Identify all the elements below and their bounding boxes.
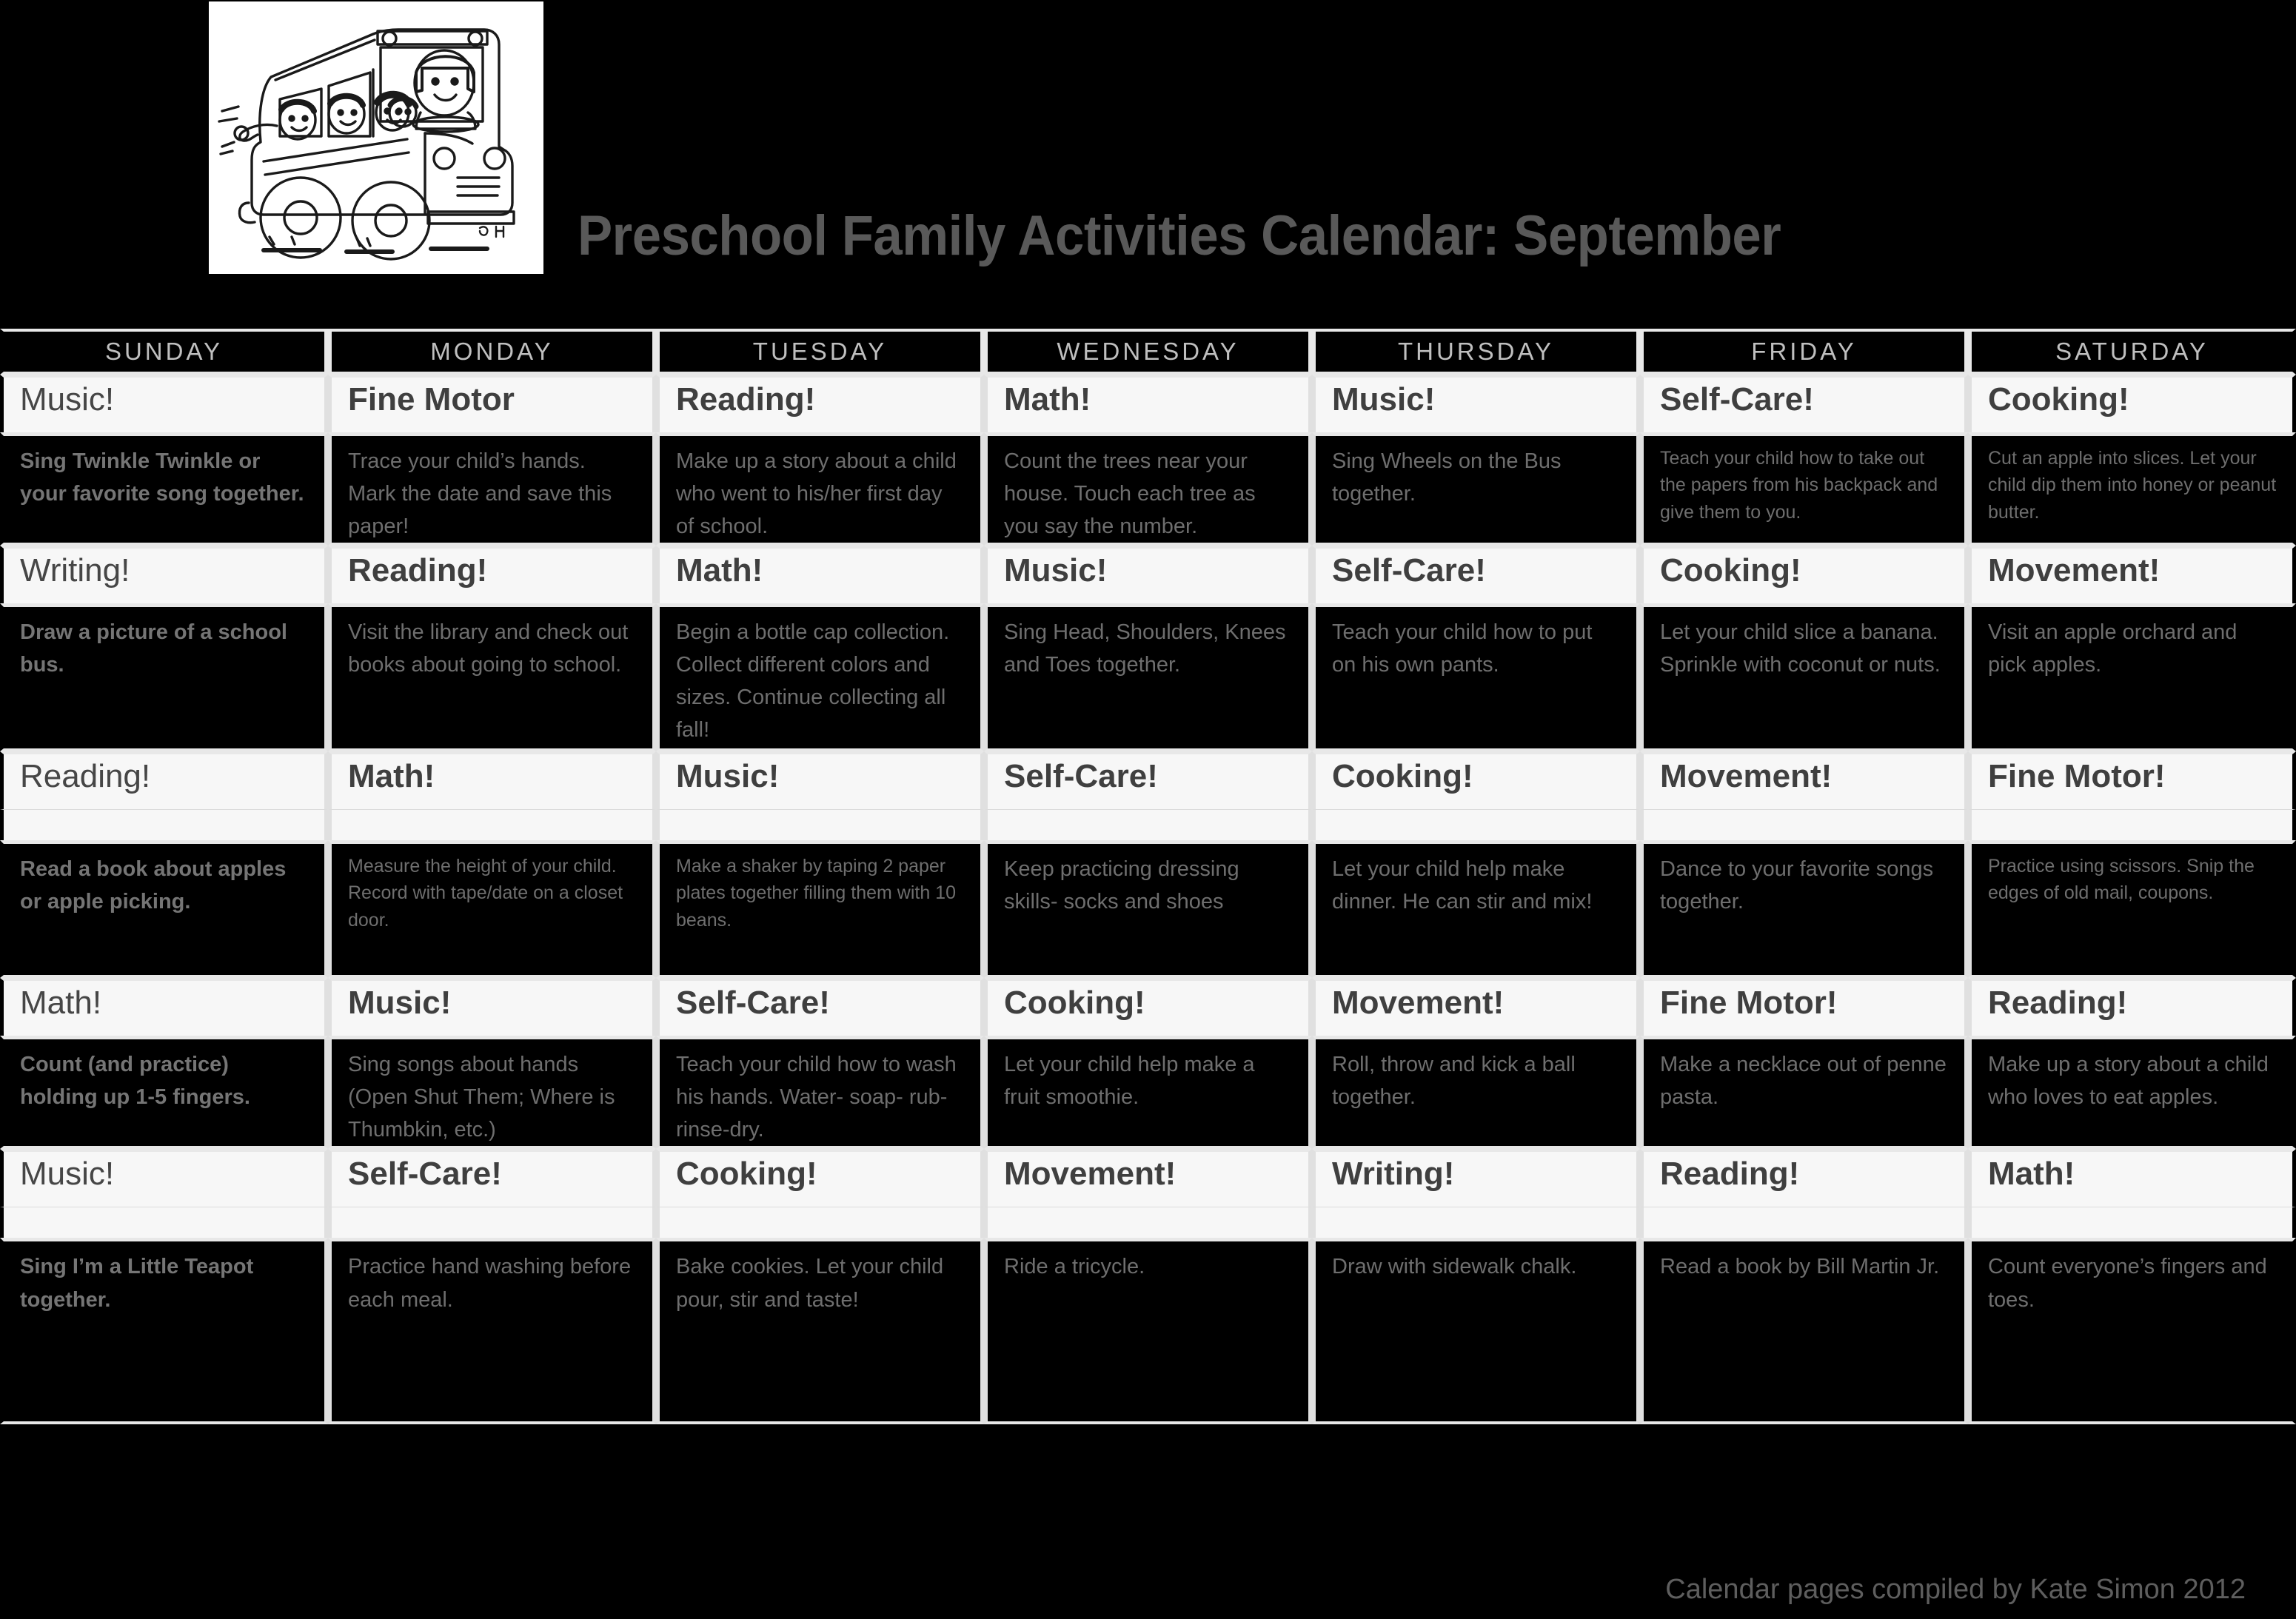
- activities-calendar: [0, 329, 2296, 1424]
- activity-title-cell: Music!: [1312, 375, 1640, 432]
- week-4-title-row: [0, 978, 2296, 1036]
- activity-description-cell: Sing I’m a Little Teapot together.: [0, 1238, 328, 1424]
- activity-description-cell: Read a book about apples or apple picking.: [0, 840, 328, 978]
- activity-title-cell: Writing!: [1312, 1149, 1640, 1207]
- activity-title-cell: Music!: [984, 546, 1312, 603]
- row-spacer: [984, 809, 1312, 840]
- activity-title-cell: Fine Motor!: [1640, 978, 1968, 1036]
- row-spacer: [1968, 1207, 2296, 1238]
- row-spacer: [0, 809, 328, 840]
- activity-title-cell: Music!: [0, 1149, 328, 1207]
- activity-title-cell: Reading!: [328, 546, 656, 603]
- column-header-thursday: THURSDAY: [1312, 329, 1640, 375]
- activity-description-cell: Begin a bottle cap collection. Collect different colors and sizes. Continue collecting all fall!: [656, 603, 984, 751]
- week-2-title-row: [0, 546, 2296, 603]
- page-title: Preschool Family Activities Calendar: September: [578, 204, 1781, 267]
- activity-description-cell: Make up a story about a child who went to his/her first day of school.: [656, 432, 984, 546]
- week-4-description-row: [0, 1036, 2296, 1149]
- activity-description-cell: Let your child help make a fruit smoothie.: [984, 1036, 1312, 1149]
- activity-description-cell: Teach your child how to put on his own pants.: [1312, 603, 1640, 751]
- activity-description-cell: Roll, throw and kick a ball together.: [1312, 1036, 1640, 1149]
- activity-title-cell: Reading!: [656, 375, 984, 432]
- week-2-description-row: [0, 603, 2296, 751]
- activity-description-cell: Let your child help make dinner. He can stir and mix!: [1312, 840, 1640, 978]
- week-3-description-row: [0, 840, 2296, 978]
- activity-title-cell: Cooking!: [656, 1149, 984, 1207]
- activity-title-cell: Cooking!: [1312, 751, 1640, 809]
- activity-title-cell: Movement!: [1968, 546, 2296, 603]
- activity-title-cell: Reading!: [1640, 1149, 1968, 1207]
- week-5-description-row: [0, 1238, 2296, 1424]
- activity-description-cell: Bake cookies. Let your child pour, stir and taste!: [656, 1238, 984, 1424]
- activity-description-cell: Sing Head, Shoulders, Knees and Toes together.: [984, 603, 1312, 751]
- week-1-description-row: [0, 432, 2296, 546]
- activity-description-cell: Measure the height of your child. Record with tape/date on a closet door.: [328, 840, 656, 978]
- activity-description-cell: Let your child slice a banana. Sprinkle with coconut or nuts.: [1640, 603, 1968, 751]
- activity-description-cell: Visit the library and check out books about going to school.: [328, 603, 656, 751]
- activity-description-cell: Draw a picture of a school bus.: [0, 603, 328, 751]
- activity-description-cell: Teach your child how to wash his hands. Water- soap- rub- rinse-dry.: [656, 1036, 984, 1149]
- activity-title-cell: Math!: [656, 546, 984, 603]
- activity-title-cell: Math!: [328, 751, 656, 809]
- activity-title-cell: Music!: [656, 751, 984, 809]
- day-header-row: [0, 329, 2296, 375]
- activity-title-cell: Cooking!: [984, 978, 1312, 1036]
- row-spacer: [656, 809, 984, 840]
- row-spacer: [1968, 809, 2296, 840]
- activity-title-cell: Music!: [328, 978, 656, 1036]
- activity-description-cell: Ride a tricycle.: [984, 1238, 1312, 1424]
- column-header-saturday: SATURDAY: [1968, 329, 2296, 375]
- activity-description-cell: Keep practicing dressing skills- socks and shoes: [984, 840, 1312, 978]
- activity-title-cell: Self-Care!: [328, 1149, 656, 1207]
- activity-title-cell: Self-Care!: [656, 978, 984, 1036]
- activity-description-cell: Practice using scissors. Snip the edges of old mail, coupons.: [1968, 840, 2296, 978]
- row-spacer: [1312, 809, 1640, 840]
- activity-title-cell: Self-Care!: [1312, 546, 1640, 603]
- week-5-spacer-row: [0, 1207, 2296, 1238]
- activity-description-cell: Practice hand washing before each meal.: [328, 1238, 656, 1424]
- activity-title-cell: Music!: [0, 375, 328, 432]
- activity-description-cell: Cut an apple into slices. Let your child dip them into honey or peanut butter.: [1968, 432, 2296, 546]
- row-spacer: [1312, 1207, 1640, 1238]
- activity-description-cell: Dance to your favorite songs together.: [1640, 840, 1968, 978]
- column-header-monday: MONDAY: [328, 329, 656, 375]
- school-bus-icon: [209, 1, 543, 274]
- activity-title-cell: Fine Motor!: [1968, 751, 2296, 809]
- column-header-sunday: SUNDAY: [0, 329, 328, 375]
- week-1-title-row: [0, 375, 2296, 432]
- activity-description-cell: Draw with sidewalk chalk.: [1312, 1238, 1640, 1424]
- column-header-tuesday: TUESDAY: [656, 329, 984, 375]
- activity-title-cell: Movement!: [1312, 978, 1640, 1036]
- activity-title-cell: Movement!: [984, 1149, 1312, 1207]
- activity-title-cell: Movement!: [1640, 751, 1968, 809]
- activity-description-cell: Sing songs about hands (Open Shut Them; Where is Thumbkin, etc.): [328, 1036, 656, 1149]
- masthead: [0, 0, 2296, 318]
- activity-description-cell: Teach your child how to take out the papers from his backpack and give them to you.: [1640, 432, 1968, 546]
- activity-description-cell: Trace your child’s hands. Mark the date and save this paper!: [328, 432, 656, 546]
- footer-credit: Calendar pages compiled by Kate Simon 2012: [1665, 1574, 2246, 1605]
- activity-description-cell: Visit an apple orchard and pick apples.: [1968, 603, 2296, 751]
- activity-description-cell: Make a necklace out of penne pasta.: [1640, 1036, 1968, 1149]
- activity-description-cell: Read a book by Bill Martin Jr.: [1640, 1238, 1968, 1424]
- week-3-spacer-row: [0, 809, 2296, 840]
- activity-title-cell: Math!: [0, 978, 328, 1036]
- row-spacer: [328, 809, 656, 840]
- activity-description-cell: Sing Twinkle Twinkle or your favorite song together.: [0, 432, 328, 546]
- activity-description-cell: Count the trees near your house. Touch each tree as you say the number.: [984, 432, 1312, 546]
- row-spacer: [656, 1207, 984, 1238]
- column-header-friday: FRIDAY: [1640, 329, 1968, 375]
- activity-description-cell: Make a shaker by taping 2 paper plates together filling them with 10 beans.: [656, 840, 984, 978]
- activity-title-cell: Cooking!: [1968, 375, 2296, 432]
- activity-title-cell: Cooking!: [1640, 546, 1968, 603]
- row-spacer: [1640, 1207, 1968, 1238]
- activity-title-cell: Writing!: [0, 546, 328, 603]
- row-spacer: [1640, 809, 1968, 840]
- row-spacer: [328, 1207, 656, 1238]
- activity-title-cell: Self-Care!: [984, 751, 1312, 809]
- activity-title-cell: Math!: [1968, 1149, 2296, 1207]
- activity-title-cell: Fine Motor: [328, 375, 656, 432]
- week-5-title-row: [0, 1149, 2296, 1207]
- activity-title-cell: Reading!: [0, 751, 328, 809]
- activity-title-cell: Reading!: [1968, 978, 2296, 1036]
- row-spacer: [984, 1207, 1312, 1238]
- week-3-title-row: [0, 751, 2296, 809]
- column-header-wednesday: WEDNESDAY: [984, 329, 1312, 375]
- activity-description-cell: Count (and practice) holding up 1-5 fingers.: [0, 1036, 328, 1149]
- activity-title-cell: Math!: [984, 375, 1312, 432]
- row-spacer: [0, 1207, 328, 1238]
- activity-description-cell: Make up a story about a child who loves to eat apples.: [1968, 1036, 2296, 1149]
- activity-title-cell: Self-Care!: [1640, 375, 1968, 432]
- activity-description-cell: Sing Wheels on the Bus together.: [1312, 432, 1640, 546]
- activity-description-cell: Count everyone’s fingers and toes.: [1968, 1238, 2296, 1424]
